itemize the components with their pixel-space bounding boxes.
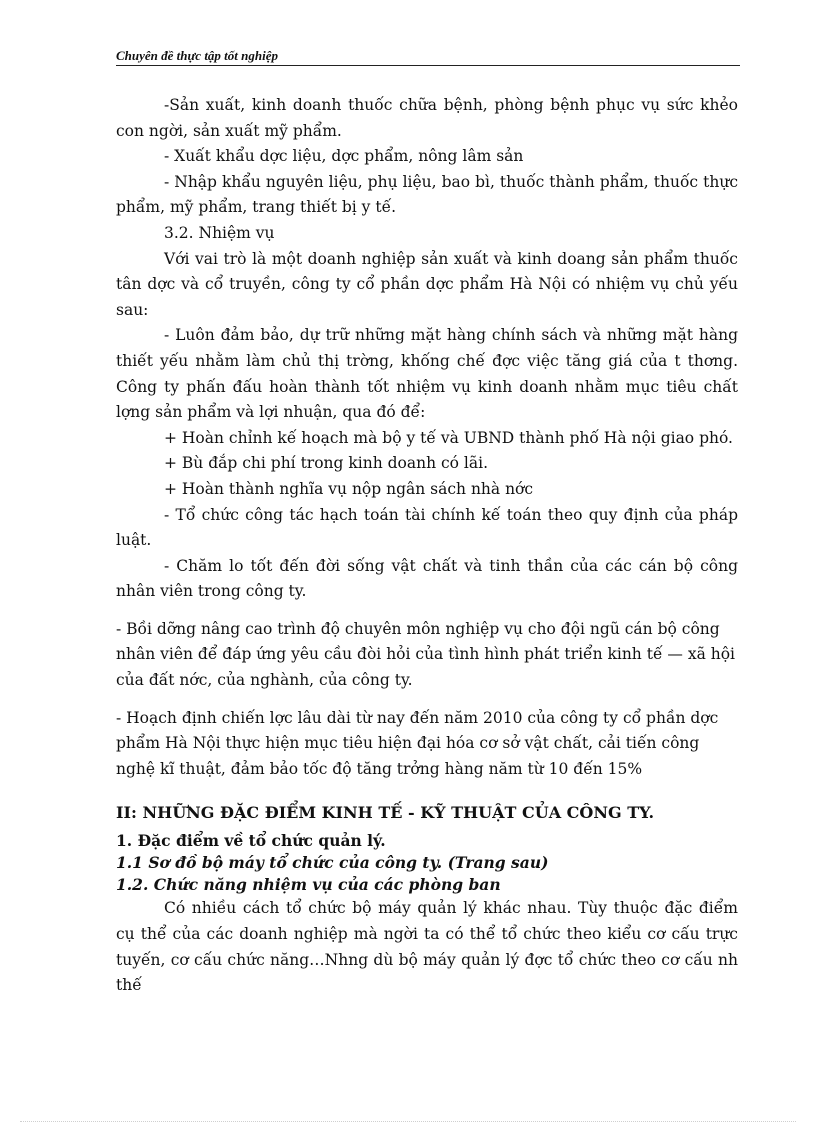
section-heading: II: NHỮNG ĐẶC ĐIỂM KINH TẾ - KỸ THUẬT CỦA CÔNG TY. [116, 803, 655, 823]
page-body [116, 93, 738, 999]
paragraph: Với vai trò là một doanh nghiệp sản xuất và kinh doang sản phẩm thuốc tân dợc và cổ truyền, công ty cổ phần dợc phẩm Hà Nội có nhiệm vụ chủ yếu sau: [116, 249, 738, 319]
paragraph: - Xuất khẩu dợc liệu, dợc phẩm, nông lâm sản [164, 147, 524, 166]
paragraph: Có nhiều cách tổ chức bộ máy quản lý khác nhau. Tùy thuộc đặc điểm cụ thể của các doanh nghiệp mà ngời ta có thể tổ chức theo kiểu cơ cấu trực tuyến, cơ cấu chức năng…Nhng dù bộ máy quản lý đợc tổ chức theo cơ cấu nh thế [116, 899, 738, 995]
paragraph: - Luôn đảm bảo, dự trữ những mặt hàng chính sách và những mặt hàng thiết yếu nhằm làm chủ thị trờng, khống chế đợc việc tăng giá của t thơng. Công ty phấn đấu hoàn thành tốt nhiệm vụ kinh doanh nhằm mục tiêu chất lợng sản phẩm và lợi nhuận, qua đó để: [116, 326, 738, 422]
running-header: Chuyên đề thực tập tốt nghiệp [116, 48, 740, 66]
paragraph: - Hoạch định chiến lợc lâu dài từ nay đến năm 2010 của công ty cổ phần dợc phẩm Hà Nội thực hiện mục tiêu hiện đại hóa cơ sở vật chất, cải tiến công nghệ kĩ thuật, đảm bảo tốc độ tăng trởng hàng năm từ 10 đến 15% [116, 708, 719, 778]
paragraph: - Bồi dỡng nâng cao trình độ chuyên môn nghiệp vụ cho đội ngũ cán bộ công nhân viên để đáp ứng yêu cầu đòi hỏi của tình hình phát triển kinh tế — xã hội của đất nớc, của nghành, của công ty. [116, 619, 736, 690]
page-bottom-rule [20, 1121, 796, 1122]
list-item: + Hoàn chỉnh kế hoạch mà bộ y tế và UBND thành phố Hà nội giao phó. [164, 428, 733, 447]
heading-1-1: 1.1 Sơ đồ bộ máy tổ chức của công ty. (Trang sau) [116, 853, 549, 873]
heading-1: 1. Đặc điểm về tổ chức quản lý. [116, 831, 386, 851]
subsection-heading: 3.2. Nhiệm vụ [164, 223, 275, 242]
paragraph: - Tổ chức công tác hạch toán tài chính kế toán theo quy định của pháp luật. [116, 505, 738, 550]
heading-1-2: 1.2. Chức năng nhiệm vụ của các phòng ban [116, 875, 501, 895]
paragraph: - Nhập khẩu nguyên liệu, phụ liệu, bao bì, thuốc thành phẩm, thuốc thực phẩm, mỹ phẩm, trang thiết bị y tế. [116, 172, 738, 217]
list-item: + Hoàn thành nghĩa vụ nộp ngân sách nhà nớc [164, 479, 534, 498]
paragraph: - Chăm lo tốt đến đời sống vật chất và tinh thần của các cán bộ công nhân viên trong công ty. [116, 556, 738, 601]
list-item: + Bù đắp chi phí trong kinh doanh có lãi. [164, 454, 489, 473]
paragraph: -Sản xuất, kinh doanh thuốc chữa bệnh, phòng bệnh phục vụ sức khẻo con ngời, sản xuất mỹ phẩm. [116, 96, 738, 140]
